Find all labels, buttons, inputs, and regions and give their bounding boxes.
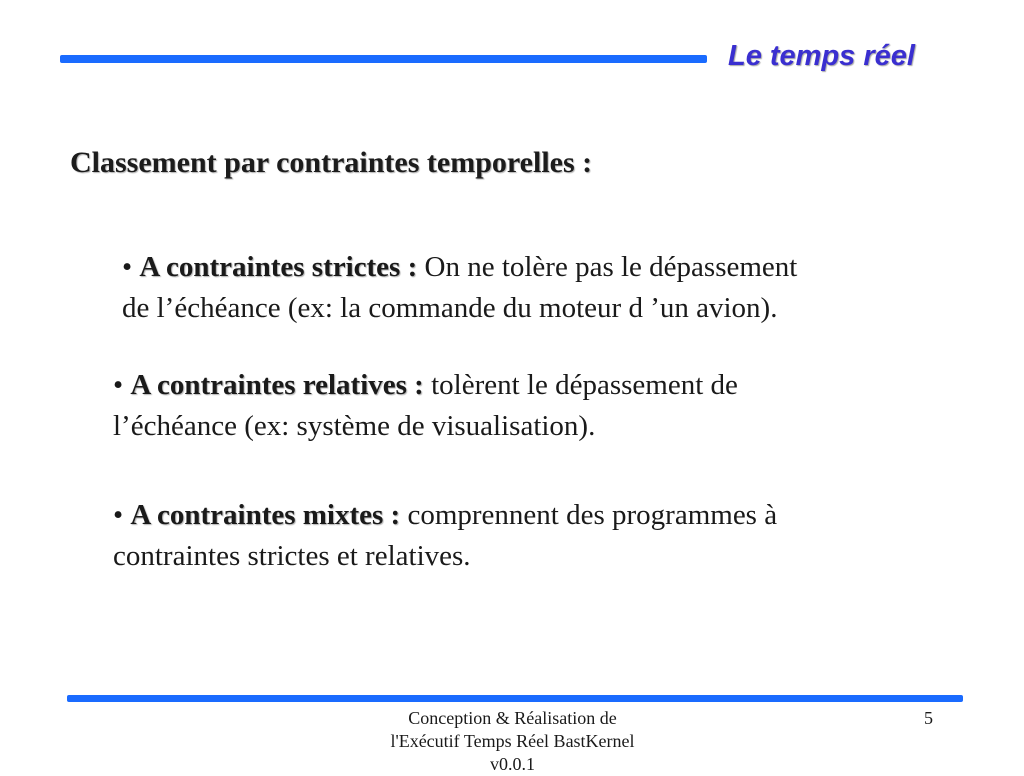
bullet-marker: • [113, 499, 124, 531]
header-rule [60, 55, 707, 63]
bullet-text: tolèrent le dépassement de [431, 369, 738, 401]
bullet-marker: • [122, 251, 133, 283]
footer-caption [340, 707, 685, 776]
bullet-term: A contraintes mixtes : [130, 499, 401, 531]
bullet-text: comprennent des programmes à [407, 499, 778, 531]
bullet-text: On ne tolère pas le dépassement [424, 251, 798, 283]
footer-line: v0.0.1 [490, 754, 535, 774]
bullet-item [113, 365, 913, 447]
bullet-term: A contraintes relatives : [130, 369, 424, 401]
footer-line: l'Exécutif Temps Réel BastKernel [390, 731, 635, 751]
footer-line: Conception & Réalisation de [408, 708, 617, 728]
section-heading: Classement par contraintes temporelles : [70, 146, 593, 179]
footer-rule [67, 695, 963, 702]
bullet-item [113, 495, 933, 577]
page-number: 5 [924, 708, 933, 728]
bullet-marker: • [113, 369, 124, 401]
bullet-text-continued: l’échéance (ex: système de visualisation). [113, 410, 596, 442]
bullet-text-continued: de l’échéance (ex: la commande du moteur d ’un avion). [122, 292, 778, 324]
bullet-text-continued: contraintes strictes et relatives. [113, 540, 471, 572]
bullet-item [122, 247, 942, 329]
slide-title: Le temps réel [728, 40, 915, 72]
bullet-term: A contraintes strictes : [139, 251, 418, 283]
